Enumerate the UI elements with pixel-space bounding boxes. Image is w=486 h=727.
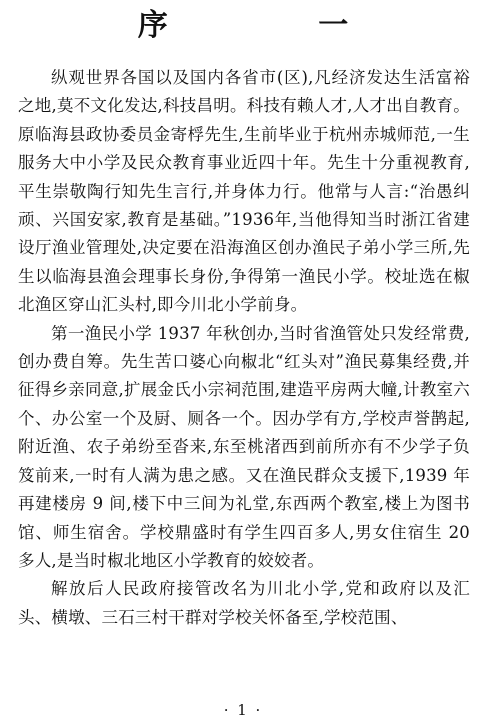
paragraph-1: 纵观世界各国以及国内各省市(区),凡经济发达生活富裕之地,莫不文化发达,科技昌明。科技有赖人才,人才出自教育。原临海县政协委员金寄桴先生,生前毕业于杭州赤城师范,一生服务大中小学及民众教育事业近四十年。先生十分重视教育,平生崇敬陶行知先生言行,并身体力行。他常与人言:“治愚纠顽、兴国安家,教育是基础。”1936年,当他得知当时浙江省建设厅渔业管理处,决定要在沿海渔区创办渔民子弟小学三所,先生以临海县渔会理事长身份,争得第一渔民小学。校址选在椒北渔区穿山汇头村,即今川北小学前身。 xyxy=(18,68,470,315)
body-text xyxy=(18,64,470,632)
paragraph-2: 第一渔民小学 1937 年秋创办,当时省渔管处只发经常费,创办费自筹。先生苦口婆心向椒北“红头对”渔民募集经费,并征得乡亲同意,扩展金氏小宗祠范围,建造平房两大幢,计教室六个、办公室一个及厨、厕各一个。因办学有方,学校声誉鹊起,附近渔、农子弟纷至沓来,东至桃渚西到前所亦有不少学子负笈前来,一时有人满为患之感。又在渔民群众支援下,1939 年再建楼房 9 间,楼下中三间为礼堂,东西两个教室,楼上为图书馆、师生宿舍。学校鼎盛时有学生四百多人,男女住宿生 20 多人,是当时椒北地区小学教育的姣姣者。 xyxy=(18,323,470,570)
page-number: · 1 · xyxy=(223,701,263,719)
chapter-title: 序 一 xyxy=(137,8,419,43)
paragraph-3: 解放后人民政府接管改名为川北小学,党和政府以及汇头、横墩、三石三村干群对学校关怀备至,学校范围、 xyxy=(18,579,470,627)
